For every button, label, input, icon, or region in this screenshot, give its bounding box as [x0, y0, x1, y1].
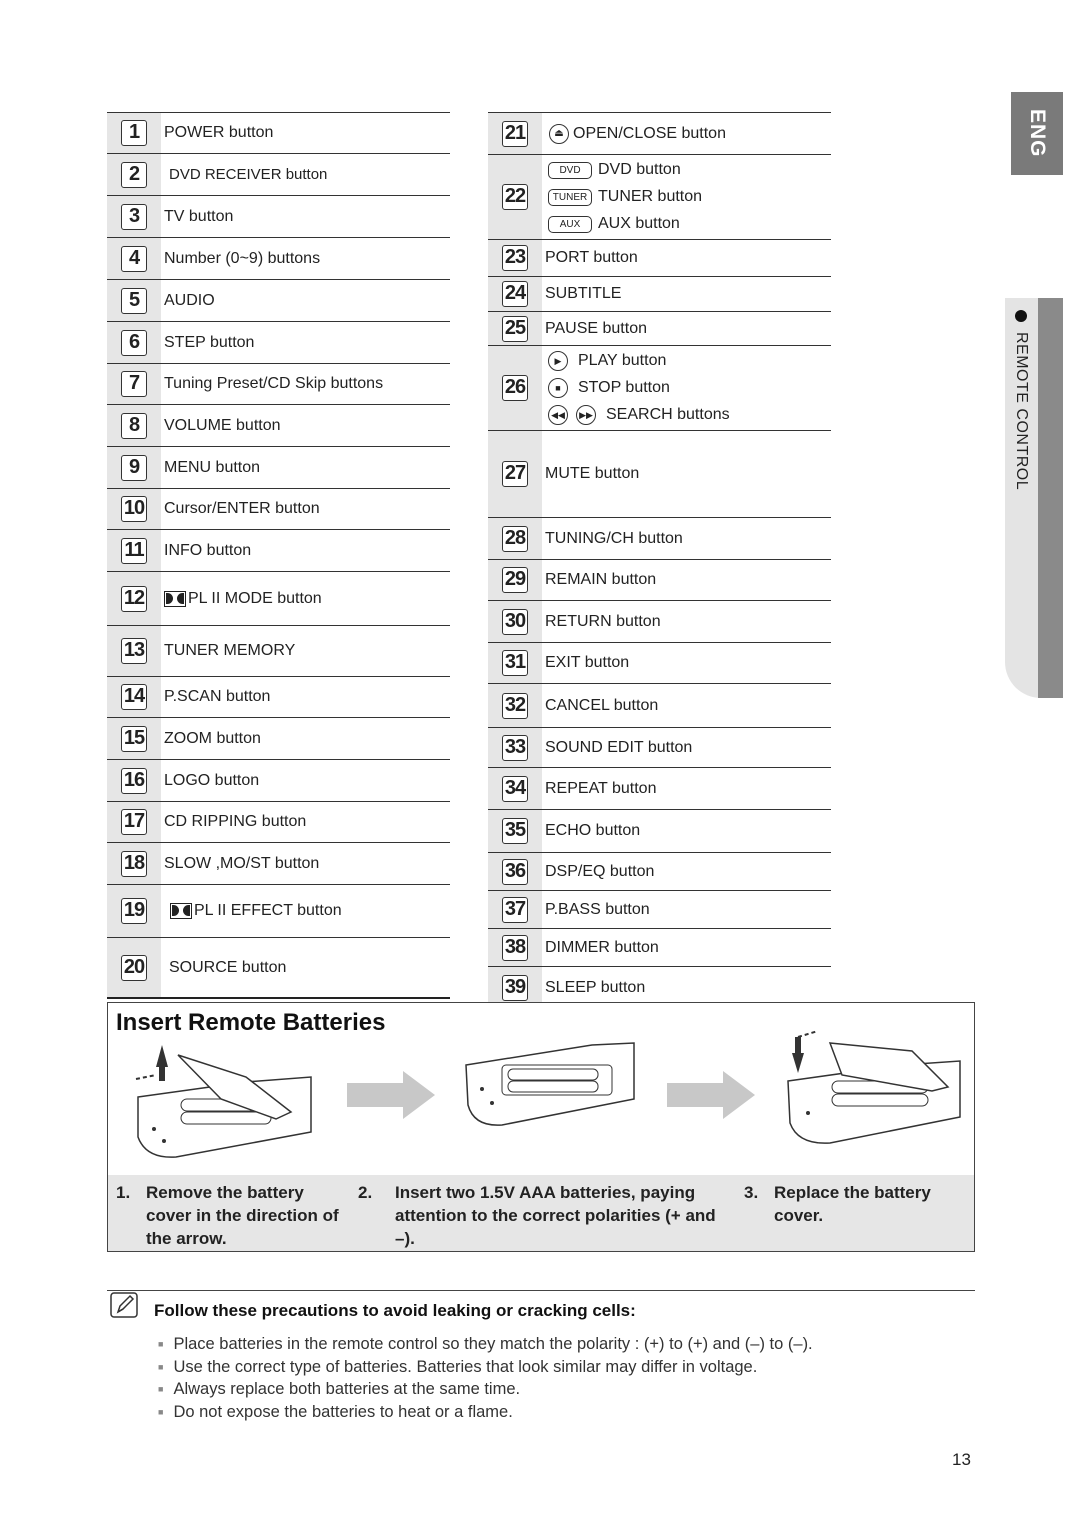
table-row [107, 196, 450, 238]
eject-icon: ⏏ [549, 124, 569, 144]
row-number: 2 [121, 162, 147, 188]
row-label: SUBTITLE [545, 285, 622, 302]
row-label: REMAIN button [545, 571, 657, 588]
row-label: P.BASS button [545, 900, 650, 918]
row-label: TUNING/CH button [545, 529, 683, 547]
table-row [107, 718, 450, 760]
row-label: Cursor/ENTER button [164, 500, 320, 517]
stop-icon: ■ [548, 378, 568, 398]
aux-key-icon: AUX [548, 216, 592, 233]
row-label: ECHO button [545, 822, 641, 839]
table-row [107, 530, 450, 572]
row-label: RETURN button [545, 612, 661, 630]
table-row [107, 238, 450, 280]
row-label: PORT button [545, 249, 638, 266]
row-number: 3 [121, 204, 147, 230]
row-number: 23 [502, 245, 528, 271]
table-row [488, 155, 831, 240]
tuner-key-icon: TUNER [548, 189, 592, 206]
row-number: 22 [502, 184, 528, 210]
row-label: SOURCE button [169, 958, 287, 976]
table-row [488, 312, 831, 346]
battery-step: 1. Remove the battery cover in the direction of the arrow. [116, 1181, 346, 1250]
battery-title: Insert Remote Batteries [116, 1009, 386, 1036]
arrow-right-icon [665, 1069, 757, 1121]
row-label: LOGO button [164, 771, 260, 789]
row-number: 7 [121, 371, 147, 397]
row-number: 32 [502, 693, 528, 719]
list-item: ■ Use the correct type of batteries. Batteries that look similar may differ in voltage. [158, 1356, 813, 1379]
dvd-key-icon: DVD [548, 162, 592, 179]
table-row [107, 280, 450, 322]
row-label: PL II MODE button [188, 589, 322, 607]
list-item: ■ Place batteries in the remote control so they match the polarity : (+) to (+) and (–) to (–). [158, 1333, 813, 1356]
language-tab [1011, 92, 1063, 175]
remote-cover-close-illustration [782, 1025, 966, 1145]
table-row [107, 760, 450, 802]
row-label: EXIT button [545, 654, 630, 671]
dolby-logo-icon [164, 591, 186, 607]
row-label: DSP/EQ button [545, 862, 655, 880]
row-label: INFO button [164, 541, 252, 559]
row-label: P.SCAN button [164, 688, 271, 705]
row-number: 24 [502, 281, 528, 307]
table-row [488, 853, 831, 891]
arrow-right-icon [345, 1069, 437, 1121]
row-number: 1 [121, 120, 147, 146]
section-tab-label [1008, 310, 1034, 520]
row-label: SLEEP button [545, 978, 646, 996]
row-number: 4 [121, 246, 147, 272]
language-tab-label: ENG [1026, 109, 1049, 158]
row-label: DVD button [598, 161, 681, 178]
battery-step: 3. Replace the battery cover. [744, 1181, 970, 1227]
row-number: 14 [121, 684, 147, 710]
row-label: TUNER button [598, 188, 703, 205]
battery-steps [108, 1175, 974, 1251]
row-number: 27 [502, 461, 528, 487]
table-row [107, 405, 450, 447]
table-row [107, 677, 450, 718]
row-label: SLOW ,MO/ST button [164, 854, 320, 872]
row-number: 9 [121, 455, 147, 481]
table-row [107, 489, 450, 530]
row-label: STEP button [164, 333, 255, 351]
play-icon: ▶ [548, 351, 568, 371]
remote-batteries-inserted-illustration [462, 1037, 642, 1141]
step-text: Remove the battery cover in the direction of the arrow. [146, 1183, 339, 1248]
table-row [488, 277, 831, 312]
row-number: 31 [502, 650, 528, 676]
battery-step: 2. Insert two 1.5V AAA batteries, paying attention to the correct polarities (+ and –). [358, 1181, 738, 1250]
table-row [107, 885, 450, 938]
row-number: 10 [121, 496, 147, 522]
table-row [107, 322, 450, 364]
row-label: PL II EFFECT button [194, 902, 342, 919]
table-row [488, 113, 831, 155]
table-row [488, 518, 831, 560]
list-item: ■ Always replace both batteries at the same time. [158, 1378, 813, 1401]
fast-forward-icon: ▶▶ [576, 405, 596, 425]
row-label: AUDIO [164, 291, 215, 309]
row-label: PLAY button [578, 352, 667, 369]
row-number: 12 [121, 586, 147, 612]
row-number: 35 [502, 818, 528, 844]
list-item: ■ Do not expose the batteries to heat or a flame. [158, 1401, 813, 1424]
table-row [488, 891, 831, 929]
row-label: MENU button [164, 458, 261, 476]
table-row [488, 601, 831, 643]
dolby-logo-icon [170, 903, 192, 919]
row-number: 11 [121, 538, 147, 564]
table-row [107, 802, 450, 843]
row-number: 20 [121, 955, 147, 981]
row-number: 33 [502, 735, 528, 761]
button-table-left [107, 112, 450, 999]
page-number: 13 [952, 1450, 971, 1469]
row-label: DVD RECEIVER button [169, 166, 328, 183]
table-row [488, 346, 831, 431]
table-row [488, 684, 831, 728]
row-label: VOLUME button [164, 416, 281, 434]
row-label: TUNER MEMORY [164, 642, 296, 659]
row-label: MUTE button [545, 465, 640, 482]
table-row [488, 560, 831, 601]
row-label: SEARCH buttons [606, 406, 730, 423]
row-label: SOUND EDIT button [545, 738, 693, 756]
table-row [107, 113, 450, 154]
row-label: POWER button [164, 124, 274, 141]
row-number: 36 [502, 859, 528, 885]
row-number: 15 [121, 726, 147, 752]
remote-cover-open-illustration [126, 1037, 326, 1165]
section-tab-strip [1038, 298, 1063, 698]
rewind-icon: ◀◀ [548, 405, 568, 425]
table-row [488, 768, 831, 810]
row-label: Number (0~9) buttons [164, 249, 321, 267]
battery-instructions [107, 1002, 975, 1252]
row-number: 13 [121, 638, 147, 664]
row-label: TV button [164, 207, 234, 225]
row-label: CANCEL button [545, 696, 659, 714]
row-number: 18 [121, 851, 147, 877]
row-label: STOP button [578, 379, 670, 396]
row-number: 34 [502, 776, 528, 802]
row-label: DIMMER button [545, 938, 659, 956]
row-label: AUX button [598, 215, 680, 232]
table-row [488, 431, 831, 518]
row-label: PAUSE button [545, 319, 647, 337]
note-heading: Follow these precautions to avoid leaking or cracking cells: [154, 1301, 636, 1320]
row-number: 16 [121, 768, 147, 794]
section-title: REMOTE CONTROL [1013, 332, 1030, 491]
table-row [488, 240, 831, 277]
precaution-list [158, 1333, 813, 1424]
row-number: 25 [502, 316, 528, 342]
row-label: Tuning Preset/CD Skip buttons [164, 375, 384, 392]
row-label: ZOOM button [164, 729, 261, 747]
row-number: 29 [502, 567, 528, 593]
table-row [107, 572, 450, 626]
row-number: 30 [502, 609, 528, 635]
row-number: 17 [121, 809, 147, 835]
table-row [107, 843, 450, 885]
step-text: Insert two 1.5V AAA batteries, paying attention to the correct polarities (+ and –). [395, 1183, 716, 1248]
row-number: 37 [502, 897, 528, 923]
bullet-dot-icon [1015, 310, 1027, 322]
row-number: 39 [502, 975, 528, 1001]
row-label: CD RIPPING button [164, 813, 307, 830]
table-row [107, 447, 450, 489]
table-row [488, 728, 831, 768]
button-table-right [488, 112, 831, 1009]
row-number: 19 [121, 898, 147, 924]
row-label: OPEN/CLOSE button [573, 124, 726, 142]
table-row [107, 364, 450, 405]
table-row [488, 929, 831, 967]
row-label: REPEAT button [545, 779, 657, 797]
table-row [107, 938, 450, 999]
table-row [107, 626, 450, 677]
row-number: 28 [502, 526, 528, 552]
row-number: 38 [502, 935, 528, 961]
row-number: 21 [502, 121, 528, 147]
note-pencil-icon [110, 1292, 138, 1318]
row-number: 8 [121, 413, 147, 439]
row-number: 5 [121, 288, 147, 314]
row-number: 6 [121, 330, 147, 356]
step-text: Replace the battery cover. [774, 1183, 931, 1225]
table-row [488, 810, 831, 853]
row-number: 26 [502, 375, 528, 401]
note-divider [107, 1290, 975, 1291]
table-row [488, 643, 831, 684]
table-row [107, 154, 450, 196]
